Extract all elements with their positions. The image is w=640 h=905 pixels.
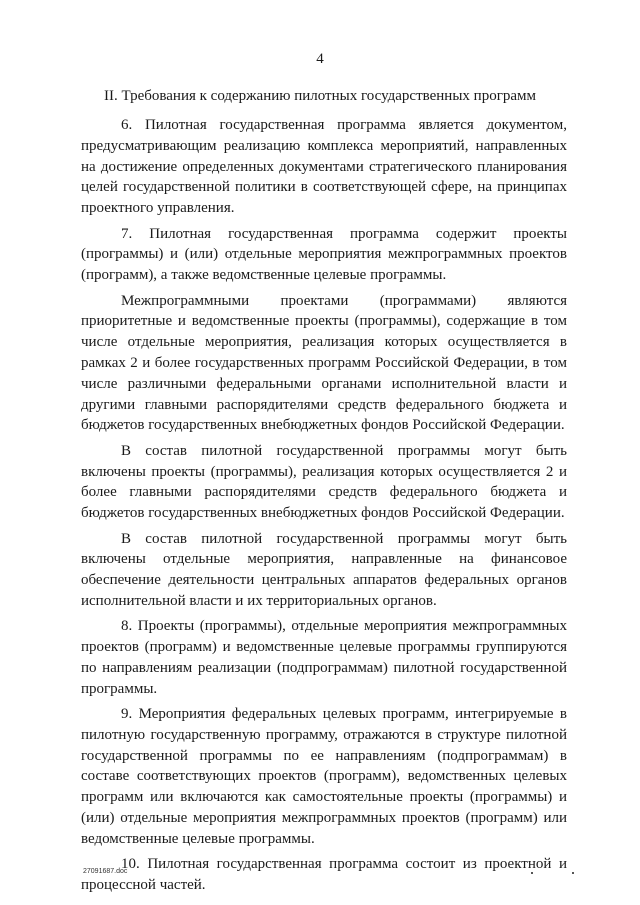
scan-mark (531, 872, 533, 874)
paragraph-7: 7. Пилотная государственная программа содержит проекты (программы) и (или) отдельные мероприятия межпрограммных проектов (программ), а также ведомственные целевые программы. (81, 225, 567, 284)
document-file-id: 27091687.doc (83, 868, 128, 875)
paragraph-included-projects: В состав пилотной государственной программы могут быть включены проекты (программы), реализация которых осуществляется 2 и более главными распорядителями средств федерального бюджета и бюджетов государственных внебюджетных фондов Российской Федерации. (81, 442, 567, 522)
paragraph-8: 8. Проекты (программы), отдельные мероприятия межпрограммных проектов (программ) и ведомственные целевые программы группируются по направлениям реализации (подпрограммам) пилотной государственной программы. (81, 618, 567, 697)
scan-mark (572, 872, 574, 874)
paragraph-9: 9. Мероприятия федеральных целевых программ, интегрируемые в пилотную государственную программу, отражаются в структуре пилотной государственной программы по ее направлениям (подпрограммам) в составе соответствующих проектов (программ), ведомственных целевых программ или включаются как самостоятельные проекты (программы) и (или) отдельные мероприятия межпрограммных проектов (программ) или ведомственные целевые программы. (81, 706, 567, 847)
paragraph-6: 6. Пилотная государственная программа является документом, предусматривающим реализацию комплекса мероприятий, направленных на достижение определенных документами стратегического планирования целей государственной политики в соответствующей сфере, на принципах проектного управления. (81, 117, 567, 217)
paragraph-interprogram-definition: Межпрограммными проектами (программами) являются приоритетные и ведомственные проекты (программы), содержащие в том числе отдельные мероприятия, реализация которых осуществляется в рамках 2 и более государственных программ Российской Федерации, в том числе различными федеральными органами исполнительной власти и другими главными распорядителями средств федерального бюджета и бюджетов государственных внебюджетных фондов Российской Федерации. (81, 292, 567, 434)
page-number: 4 (316, 51, 324, 67)
document-body (81, 115, 567, 900)
paragraph-included-activities: В состав пилотной государственной программы могут быть включены отдельные мероприятия, направленные на финансовое обеспечение деятельности центральных аппаратов федеральных органов исполнительной власти и их территориальных органов. (81, 530, 567, 609)
paragraph-10: 10. Пилотная государственная программа состоит из проектной и процессной частей. (81, 856, 567, 894)
section-heading: II. Требования к содержанию пилотных государственных программ (104, 88, 536, 104)
